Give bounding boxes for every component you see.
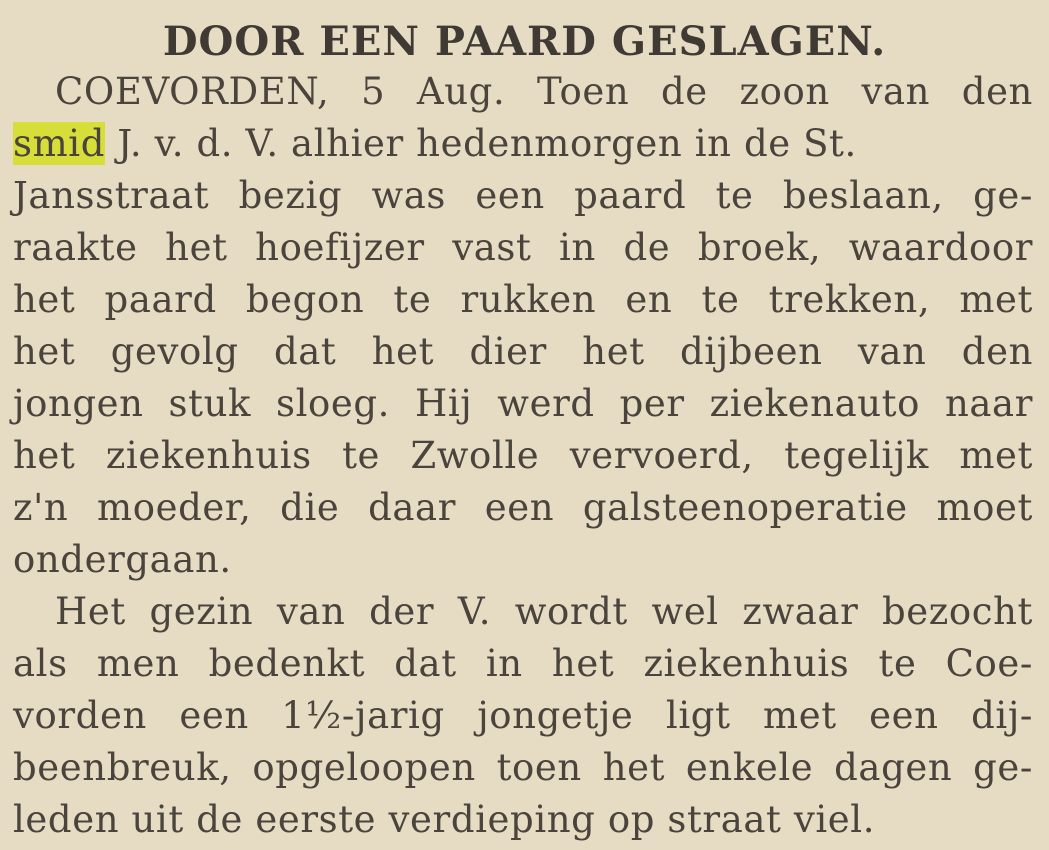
paragraph-line	[13, 118, 1033, 170]
paragraph-line: het paard begon te rukken en te trekken, met	[13, 278, 1033, 321]
article-headline: DOOR EEN PAARD GESLAGEN.	[162, 18, 887, 65]
search-term-highlight: smid	[13, 122, 105, 165]
paragraph-line: vorden een 1½-jarig jongetje ligt met een dij-	[13, 694, 1033, 737]
paragraph-line: jongen stuk sloeg. Hij werd per ziekenauto naar	[13, 382, 1033, 425]
paragraph-line: het gevolg dat het dier het dijbeen van den	[13, 330, 1033, 373]
paragraph-line: Jansstraat bezig was een paard te beslaan, ge-	[13, 174, 1033, 217]
paragraph-line: ondergaan.	[13, 538, 232, 581]
paragraph-line: COEVORDEN, 5 Aug. Toen de zoon van den	[55, 70, 1033, 113]
paragraph-line: Het gezin van der V. wordt wel zwaar bezocht	[55, 590, 1033, 633]
paragraph-line: leden uit de eerste verdieping op straat viel.	[13, 798, 876, 841]
paragraph-line: raakte het hoefijzer vast in de broek, waardoor	[13, 226, 1033, 269]
paragraph-line: beenbreuk, opgeloopen toen het enkele dagen ge-	[13, 746, 1033, 789]
line-text: J. v. d. V. alhier hedenmorgen in de St.	[105, 122, 857, 165]
paragraph-line: z'n moeder, die daar een galsteenoperatie moet	[13, 486, 1033, 529]
paragraph-line: het ziekenhuis te Zwolle vervoerd, tegelijk met	[13, 434, 1033, 477]
paragraph-line: als men bedenkt dat in het ziekenhuis te Coe-	[13, 642, 1033, 685]
